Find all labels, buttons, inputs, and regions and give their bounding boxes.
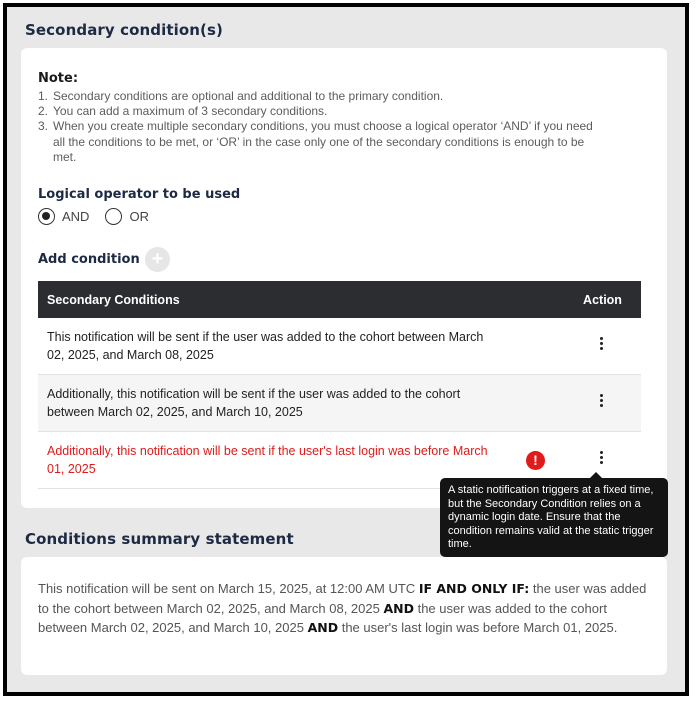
note-item: 1. Secondary conditions are optional and additional to the primary condition.	[38, 89, 444, 103]
warning-tooltip: A static notification triggers at a fixed time, but the Secondary Condition relies on a dynamic login date. Ensure that the condition remains valid at the static trigger time.	[440, 478, 668, 557]
radio-and-label[interactable]: AND	[62, 209, 90, 224]
summary-statement: This notification will be sent on March 15, 2025, at 12:00 AM UTC IF AND ONLY IF: the user was added to the cohort between March 02, 2025, and March 08, 2025 AND the user was added to the cohort between March 02, 2025, and March 10, 2025 AND the user's last login was before March 01, 2025.	[38, 581, 647, 635]
kebab-menu-icon[interactable]	[600, 335, 604, 352]
table-row	[38, 318, 641, 375]
window-frame	[3, 3, 689, 696]
table-row	[38, 375, 641, 432]
radio-or[interactable]	[105, 208, 122, 225]
row-actions	[564, 375, 641, 432]
note-list	[38, 89, 598, 165]
logical-operator-label: Logical operator to be used	[38, 187, 241, 202]
row-actions	[564, 318, 641, 375]
note-item: 2. You can add a maximum of 3 secondary conditions.	[38, 104, 328, 119]
secondary-conditions-title: Secondary condition(s)	[25, 21, 223, 39]
note-item: 3. When you create multiple secondary conditions, you must choose a logical operator ‘AND’ if you need all the conditions to be met, or ‘OR’ in the case only one of the secondary conditions is enough to be met.	[38, 119, 593, 164]
logical-operator-group	[38, 208, 165, 225]
warning-icon[interactable]: !	[526, 451, 545, 470]
summary-title: Conditions summary statement	[25, 530, 294, 548]
add-condition-button[interactable]: +	[145, 247, 170, 272]
kebab-menu-icon[interactable]	[600, 392, 604, 409]
condition-text: This notification will be sent if the user was added to the cohort between March 02, 2025, and March 08, 2025	[38, 318, 507, 375]
summary-card	[21, 557, 667, 675]
add-condition-label: Add condition	[38, 252, 140, 267]
radio-or-label[interactable]: OR	[129, 209, 149, 224]
radio-and[interactable]	[38, 208, 55, 225]
condition-text: Additionally, this notification will be sent if the user was added to the cohort between March 02, 2025, and March 10, 2025	[38, 375, 507, 432]
condition-text-error: Additionally, this notification will be sent if the user's last login was before March 01, 2025	[38, 432, 507, 489]
secondary-conditions-table	[38, 281, 641, 489]
note-title: Note:	[38, 71, 79, 86]
table-header-row	[38, 281, 641, 318]
secondary-conditions-card	[21, 48, 667, 508]
col-header-conditions: Secondary Conditions	[38, 281, 564, 318]
col-header-action: Action	[564, 281, 641, 318]
kebab-menu-icon[interactable]	[600, 449, 604, 466]
